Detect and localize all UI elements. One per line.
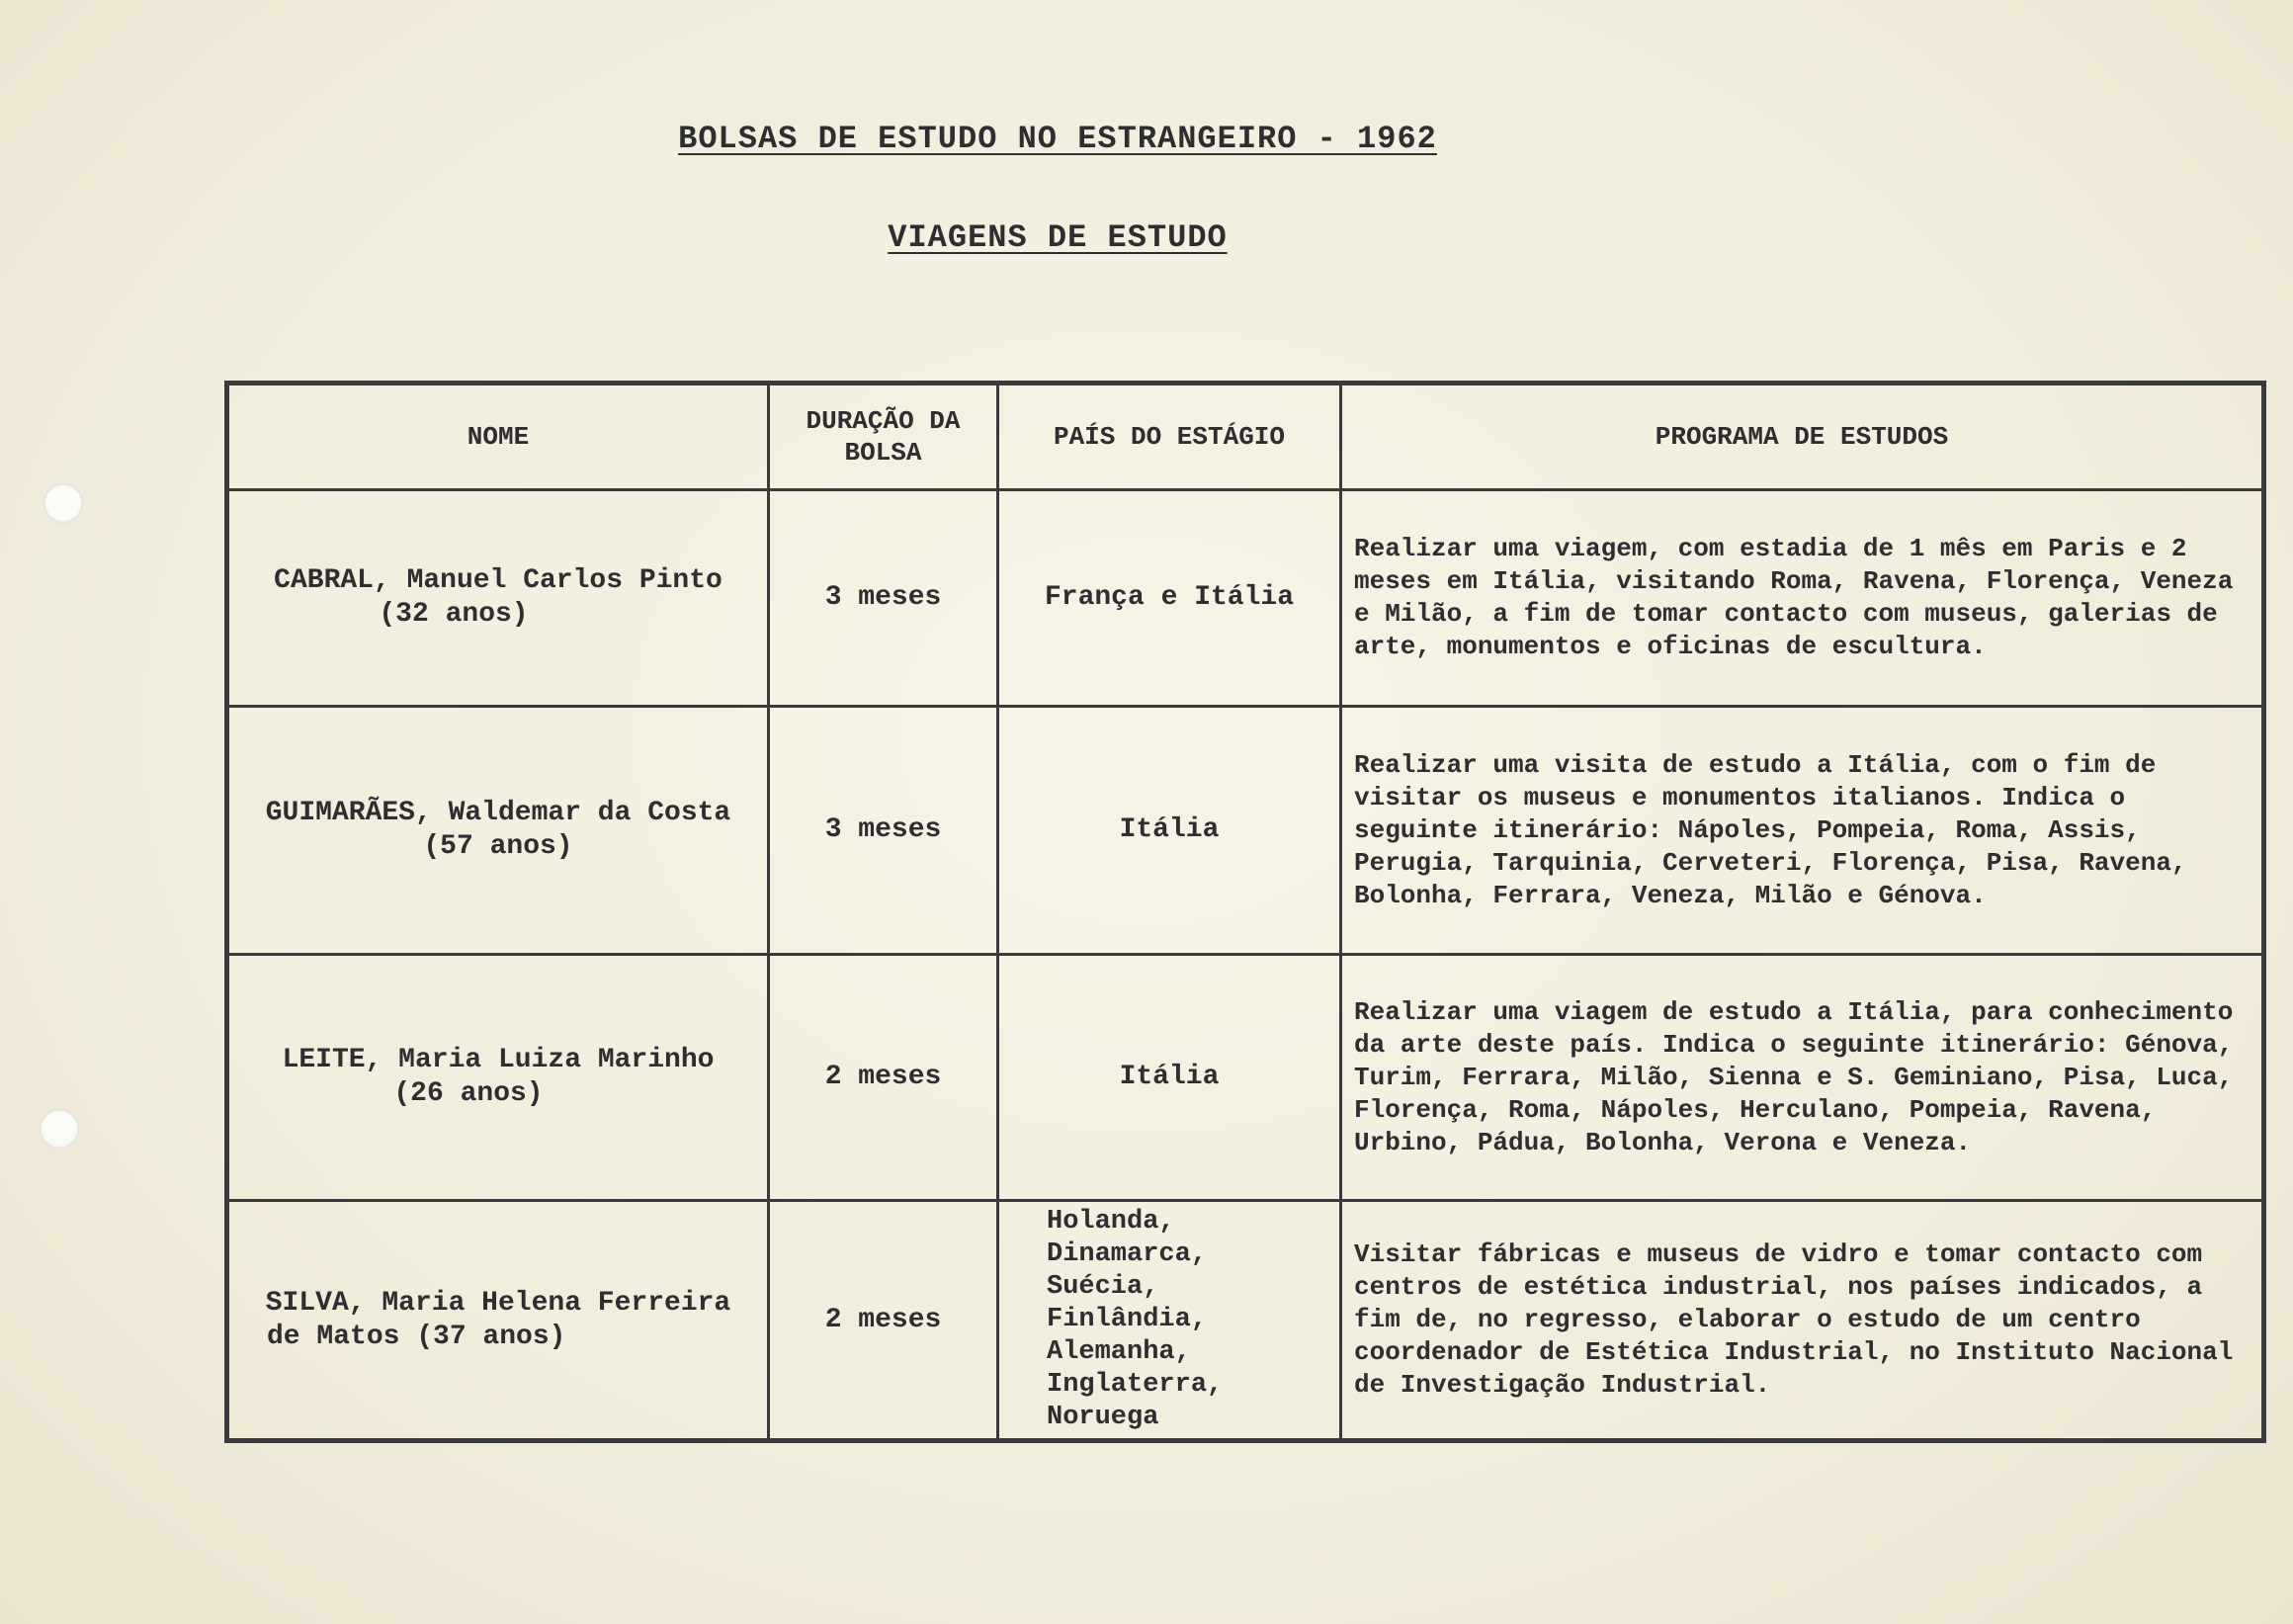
row-4-duration: 2 meses	[770, 1202, 999, 1438]
row-1-name-cell	[229, 491, 770, 708]
row-3-age: (26 anos)	[393, 1078, 544, 1109]
row-1-duration: 3 meses	[770, 491, 999, 708]
row-2-duration: 3 meses	[770, 708, 999, 956]
row-1-age: (32 anos)	[379, 599, 529, 630]
punch-hole-bottom	[40, 1109, 79, 1149]
document-title: BOLSAS DE ESTUDO NO ESTRANGEIRO - 1962	[678, 121, 1437, 157]
row-3-program: Realizar uma viagem de estudo a Itália, para conhecimento da arte deste país. Indica o seguinte itinerário: Génova, Turim, Ferrara, Milão, Sienna e S. Geminiano, Pisa, Luca, Florença, Roma, Nápoles, Herculano, Pompeia, Ravena, Urbino, Pádua, Bolonha, Verona e Veneza.	[1342, 956, 2261, 1202]
row-3-name-cell	[229, 956, 770, 1202]
row-2-program: Realizar uma visita de estudo a Itália, com o fim de visitar os museus e monumentos italianos. Indica o seguinte itinerário: Nápoles, Pompeia, Roma, Assis, Perugia, Tarquinia, Cerveteri, Florença, Pisa, Ravena, Bolonha, Ferrara, Veneza, Milão e Génova.	[1342, 708, 2261, 956]
header-duracao: DURAÇÃO DA BOLSA	[770, 385, 999, 491]
row-1-program: Realizar uma viagem, com estadia de 1 mês em Paris e 2 meses em Itália, visitando Roma, Ravena, Florença, Veneza e Milão, a fim de tomar contacto com museus, galerias de arte, monumentos e oficinas de escultura.	[1342, 491, 2261, 708]
scholarship-table	[224, 381, 2266, 1443]
header-programa: PROGRAMA DE ESTUDOS	[1342, 385, 2261, 491]
row-2-name-cell	[229, 708, 770, 956]
row-2-age: (57 anos)	[423, 831, 573, 862]
row-4-age: de Matos (37 anos)	[267, 1321, 566, 1352]
punch-hole-top	[43, 483, 83, 523]
row-4-country: Holanda, Dinamarca, Suécia, Finlândia, Alemanha, Inglaterra, Noruega	[999, 1202, 1342, 1438]
row-3-name: LEITE, Maria Luiza Marinho	[282, 1045, 715, 1075]
row-3-duration: 2 meses	[770, 956, 999, 1202]
header-nome: NOME	[229, 385, 770, 491]
row-1-name: CABRAL, Manuel Carlos Pinto	[274, 565, 722, 596]
row-1-country: França e Itália	[999, 491, 1342, 708]
row-4-name: SILVA, Maria Helena Ferreira	[265, 1287, 731, 1319]
row-4-program: Visitar fábricas e museus de vidro e tomar contacto com centros de estética industrial, nos países indicados, a fim de, no regresso, elaborar o estudo de um centro coordenador de Estética Industrial, no Instituto Nacional de Investigação Industrial.	[1354, 1239, 2234, 1400]
row-4-name-cell	[229, 1202, 770, 1438]
header-pais: PAÍS DO ESTÁGIO	[999, 385, 1342, 491]
row-2-name: GUIMARÃES, Waldemar da Costa	[265, 798, 731, 828]
row-3-country: Itália	[999, 956, 1342, 1202]
document-subtitle: VIAGENS DE ESTUDO	[888, 219, 1228, 256]
row-2-country: Itália	[999, 708, 1342, 956]
